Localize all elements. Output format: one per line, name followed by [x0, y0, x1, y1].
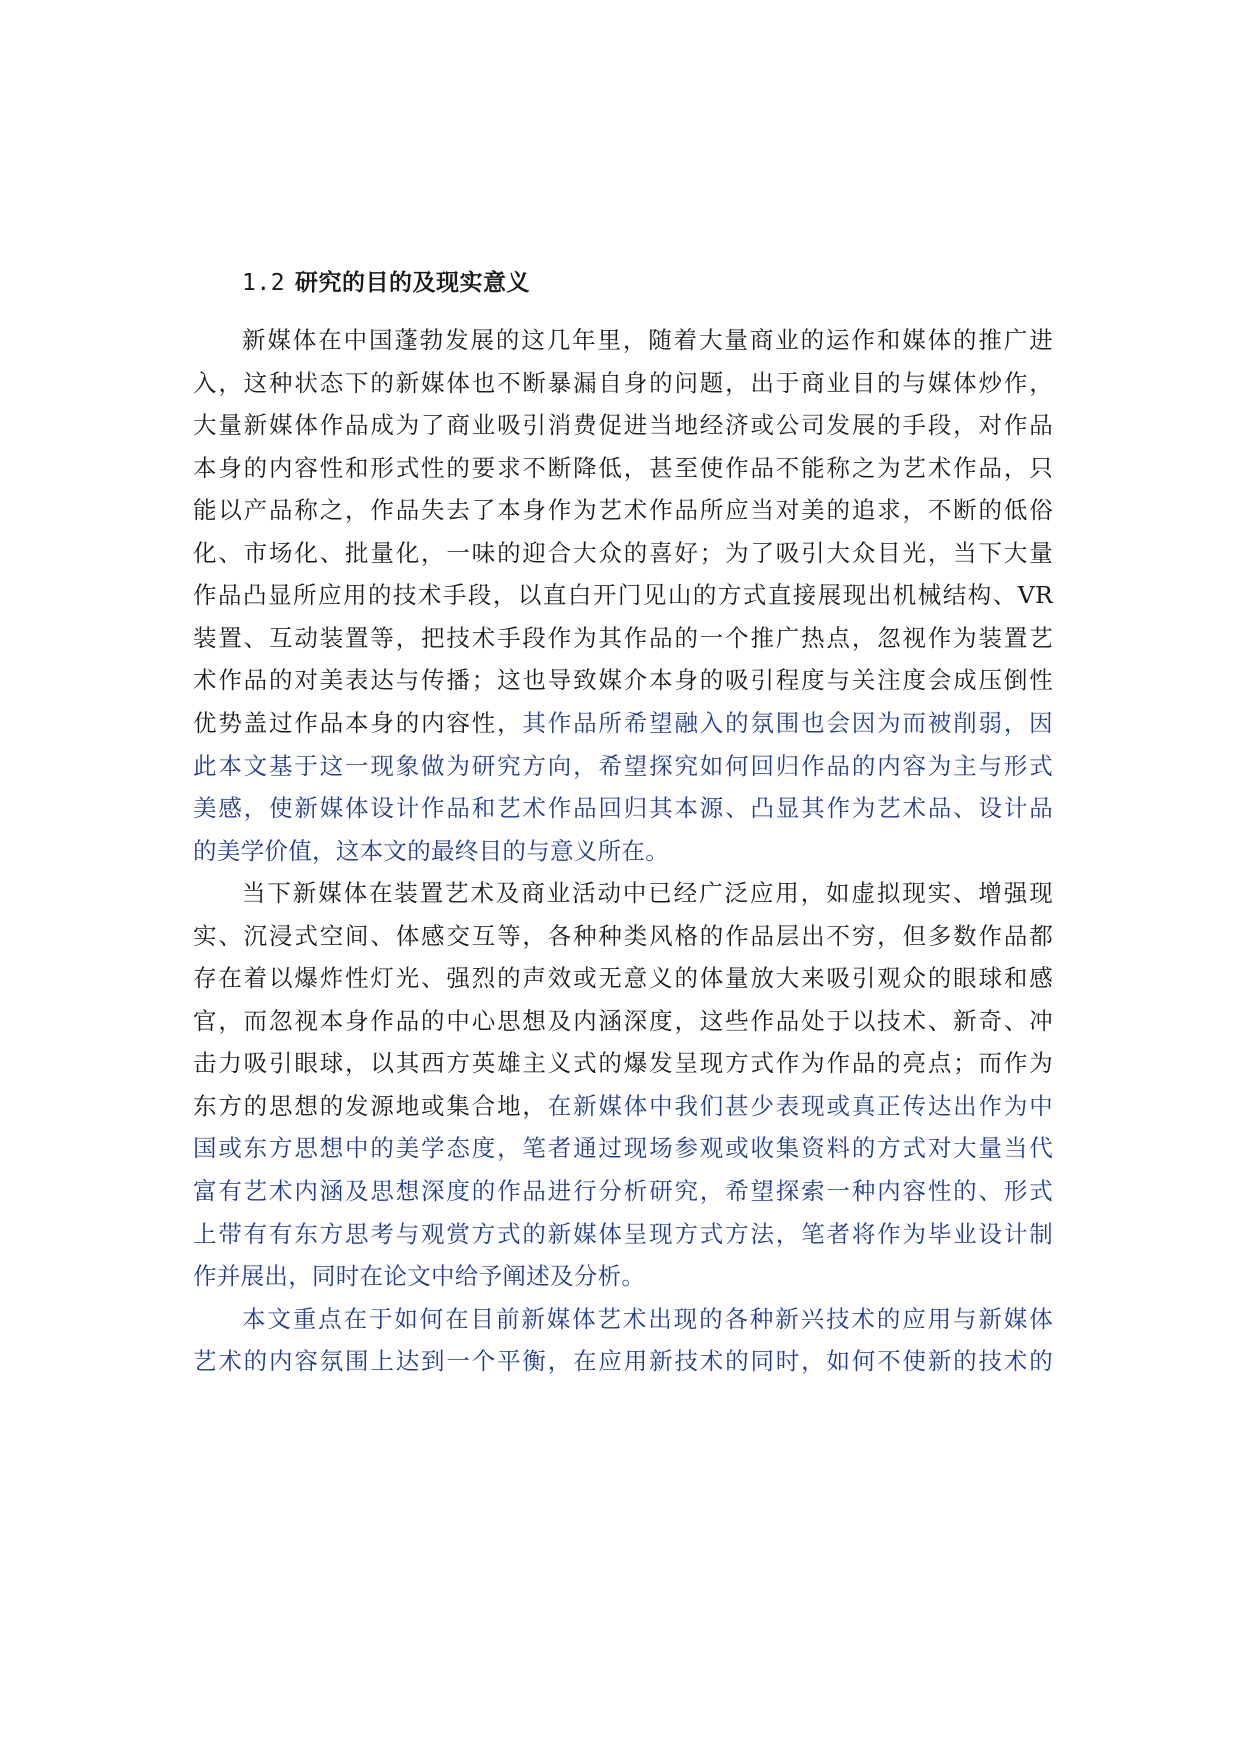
- text-line: [242, 323, 1053, 357]
- highlighted-text: 此本文基于这一现象做为研究方向，希望探究如何回归作品的内容为主与形式: [193, 751, 1053, 780]
- highlighted-text: 本文重点在于如何在目前新媒体艺术出现的各种新兴技术的应用与新媒体: [242, 1304, 1053, 1333]
- text-line: [193, 706, 1053, 740]
- highlighted-text: 国或东方思想中的美学态度，笔者通过现场参观或收集资料的方式对大量当代: [193, 1134, 1053, 1163]
- text-line: [193, 1131, 1053, 1165]
- text-line: [193, 493, 1053, 527]
- text-line: [193, 1174, 1053, 1208]
- text-line: [193, 1344, 1053, 1378]
- text-line: [193, 1004, 1053, 1038]
- body-text-segment: 当下新媒体在装置艺术及商业活动中已经广泛应用，如虚拟现实、增强现: [242, 879, 1053, 908]
- section-number: 1.2: [242, 270, 286, 296]
- highlighted-text: 艺术的内容氛围上达到一个平衡，在应用新技术的同时，如何不使新的技术的: [193, 1347, 1053, 1376]
- text-line: [193, 919, 1053, 953]
- body-text-segment: 官，而忽视本身作品的中心思想及内涵深度，这些作品处于以技术、新奇、冲: [193, 1006, 1053, 1035]
- text-line: [193, 1046, 1053, 1080]
- text-line: [193, 366, 1053, 400]
- body-text-segment: 优势盖过作品本身的内容性，: [193, 708, 523, 737]
- highlighted-text: 其作品所希望融入的氛围也会因为而被削弱，因: [522, 708, 1053, 737]
- body-text-segment: 大量新媒体作品成为了商业吸引消费促进当地经济或公司发展的手段，对作品: [193, 411, 1053, 440]
- text-line: [193, 961, 1053, 995]
- section-heading: [242, 266, 530, 300]
- body-text-segment: 本身的内容性和形式性的要求不断降低，甚至使作品不能称之为艺术作品，只: [193, 453, 1053, 482]
- body-text-segment: 新媒体在中国蓬勃发展的这几年里，随着大量商业的运作和媒体的推广进: [242, 326, 1053, 354]
- text-line: [193, 578, 1053, 612]
- text-line: [193, 621, 1053, 655]
- body-text-segment: 装置、互动装置等，把技术手段作为其作品的一个推广热点，忽视作为装置艺: [193, 623, 1053, 652]
- highlighted-text: 上带有有东方思考与观赏方式的新媒体呈现方式方法，笔者将作为毕业设计制: [193, 1219, 1053, 1248]
- text-line: [193, 749, 1053, 783]
- body-text-segment: 入，这种状态下的新媒体也不断暴漏自身的问题，出于商业目的与媒体炒作，: [193, 368, 1053, 397]
- highlighted-text: 在新媒体中我们甚少表现或真正传达出作为中: [547, 1091, 1053, 1120]
- section-title: 研究的目的及现实意义: [295, 269, 531, 296]
- text-line: [193, 1089, 1053, 1123]
- text-line: [193, 408, 1053, 442]
- body-text-segment: 术作品的对美表达与传播；这也导致媒介本身的吸引程度与关注度会成压倒性: [193, 666, 1053, 695]
- highlighted-text: 作并展出，同时在论文中给予阐述及分析。: [193, 1262, 646, 1291]
- highlighted-text: 富有艺术内涵及思想深度的作品进行分析研究，希望探索一种内容性的、形式: [193, 1177, 1053, 1205]
- text-line: [193, 834, 1053, 868]
- text-line: [193, 791, 1053, 825]
- body-text-segment: 作品凸显所应用的技术手段，以直白开门见山的方式直接展现出机械结构、VR: [193, 581, 1053, 610]
- text-line: [193, 536, 1053, 570]
- text-line: [193, 451, 1053, 485]
- body-text-segment: 击力吸引眼球，以其西方英雄主义式的爆发呈现方式作为作品的亮点；而作为: [193, 1049, 1053, 1078]
- highlighted-text: 的美学价值，这本文的最终目的与意义所在。: [193, 836, 669, 865]
- body-text-segment: 存在着以爆炸性灯光、强烈的声效或无意义的体量放大来吸引观众的眼球和感: [193, 964, 1053, 993]
- text-line: [242, 876, 1053, 910]
- text-line: [193, 1259, 1053, 1293]
- text-line: [193, 663, 1053, 697]
- body-text-segment: 实、沉浸式空间、体感交互等，各种种类风格的作品层出不穷，但多数作品都: [193, 921, 1053, 950]
- highlighted-text: 美感，使新媒体设计作品和艺术作品回归其本源、凸显其作为艺术品、设计品: [193, 794, 1053, 823]
- text-line: [242, 1302, 1053, 1336]
- body-text-segment: 东方的思想的发源地或集合地，: [193, 1091, 548, 1120]
- text-line: [193, 1217, 1053, 1251]
- body-text-segment: 化、市场化、批量化，一味的迎合大众的喜好；为了吸引大众目光，当下大量: [193, 538, 1053, 567]
- body-text-segment: 能以产品称之，作品失去了本身作为艺术作品所应当对美的追求，不断的低俗: [193, 496, 1053, 525]
